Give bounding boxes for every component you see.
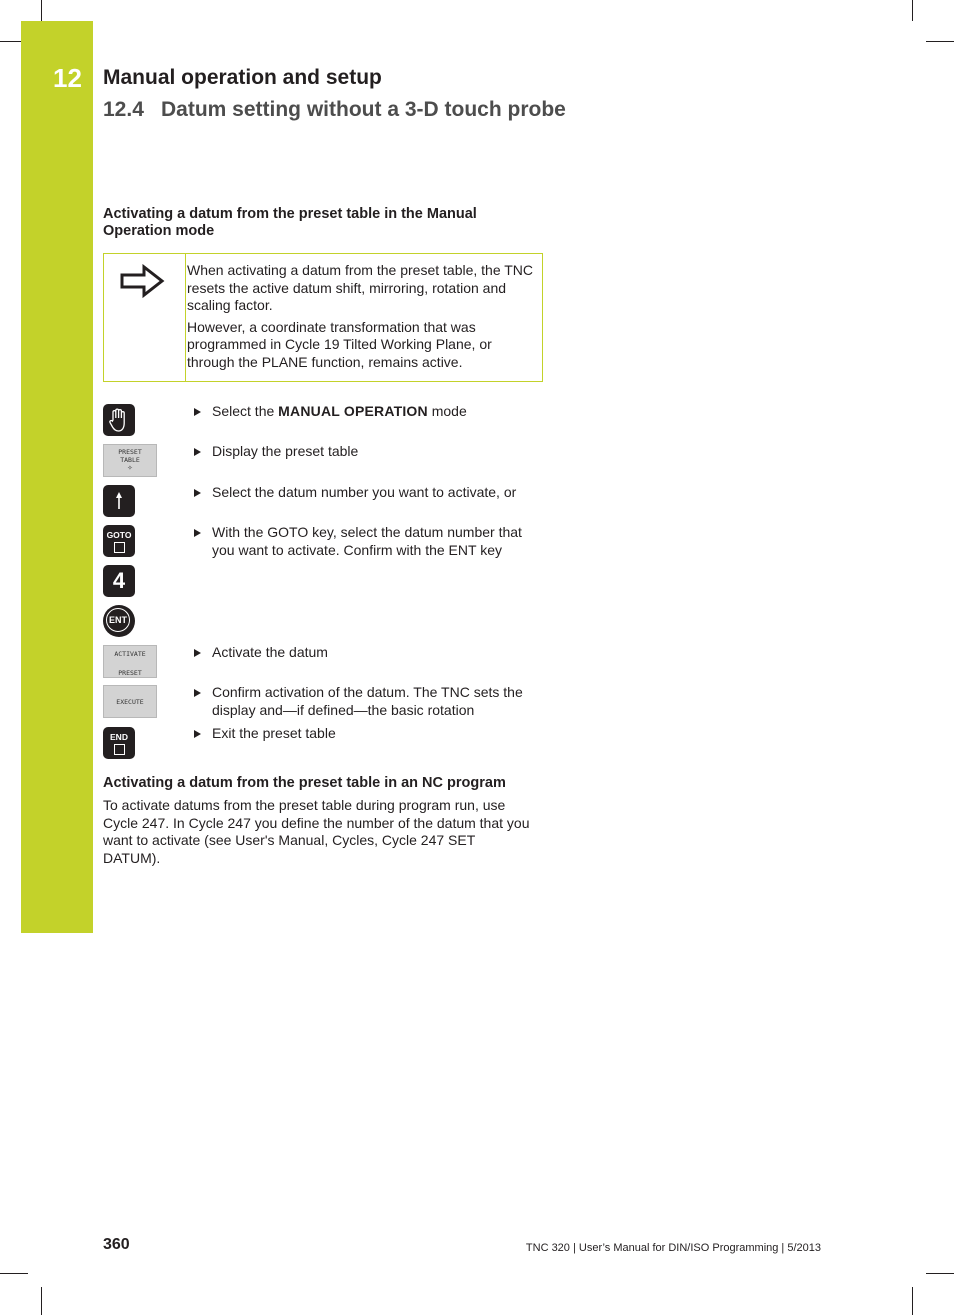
chapter-number: 12 (53, 63, 82, 93)
number-4-key: 4 (103, 565, 135, 597)
crop-mark (926, 1273, 954, 1274)
crop-mark (926, 41, 954, 42)
step-text: Activate the datum (212, 644, 328, 660)
bullet-triangle-icon (194, 448, 201, 456)
crop-mark (0, 1273, 28, 1274)
heading-manual-operation (103, 206, 523, 240)
crop-mark (0, 41, 21, 42)
bullet-triangle-icon (194, 689, 201, 697)
mode-keyword: MANUAL OPERATION (278, 403, 428, 419)
step-text: mode (427, 403, 467, 419)
bullet-triangle-icon (194, 730, 201, 738)
preset-table-softkey (103, 444, 157, 477)
crop-mark (912, 1287, 913, 1315)
bullet-triangle-icon (194, 489, 201, 497)
bullet-triangle-icon (194, 649, 201, 657)
footer-text: TNC 320 | User’s Manual for DIN/ISO Programming | 5/2013 (525, 1242, 821, 1254)
softkey-label: PRESET (118, 448, 142, 456)
datum-icon: ✧ (127, 463, 133, 473)
step-exit (194, 725, 544, 743)
softkey-label: TABLE (120, 456, 140, 464)
note-paragraph: However, a coordinate transformation that was programmed in Cycle 19 Tilted Working Plane, or through the PLANE function, remains active. (187, 318, 492, 370)
square-icon (114, 542, 125, 553)
activate-preset-softkey (103, 645, 157, 678)
step-text: Select the (212, 403, 279, 419)
key-label: END (110, 732, 128, 742)
step-text: Select the datum number you want to activate, or (212, 484, 517, 500)
step-activate (194, 644, 544, 662)
step-text: With the GOTO key, select the datum number that you want to activate. Confirm with the ENT key (212, 524, 522, 558)
execute-softkey: EXECUTE (103, 685, 157, 718)
softkey-label: PRESET (118, 669, 142, 677)
step-text: Exit the preset table (212, 725, 336, 741)
note-divider (185, 254, 186, 381)
step-text: Confirm activation of the datum. The TNC sets the display and—if defined—the basic rotation (212, 684, 523, 718)
section-title (103, 98, 566, 122)
body-paragraph: To activate datums from the preset table during program run, use Cycle 247. In Cycle 247 you define the number of the datum that you want to activate (see User's Manual, Cycles, Cycle 247 SET DATUM). (103, 797, 530, 866)
section-title-text: Datum setting without a 3-D touch probe (161, 98, 566, 121)
key-label: GOTO (106, 530, 132, 540)
key-label: ENT (106, 608, 130, 632)
ent-key (103, 605, 135, 637)
note-paragraph: When activating a datum from the preset table, the TNC resets the active datum shift, mirroring, rotation and scaling factor. (187, 262, 534, 313)
chapter-sidebar (21, 21, 93, 933)
heading-line: Activating a datum from the preset table in the Manual (103, 206, 477, 222)
arrow-right-icon (120, 264, 166, 305)
manual-operation-key (103, 404, 135, 436)
step-display-table (194, 443, 544, 461)
crop-mark (912, 0, 913, 21)
heading-nc-program: Activating a datum from the preset table in an NC program (103, 775, 506, 791)
section-number: 12.4 (103, 98, 144, 121)
softkey-label: ACTIVATE (114, 650, 146, 658)
end-key (103, 727, 135, 759)
step-confirm (194, 684, 544, 719)
bullet-triangle-icon (194, 529, 201, 537)
crop-mark (41, 0, 42, 21)
crop-mark (41, 1287, 42, 1315)
step-select-number (194, 484, 544, 502)
arrow-up-key (103, 485, 135, 517)
square-icon (114, 744, 125, 755)
step-select-manual (194, 403, 544, 421)
step-text: Display the preset table (212, 443, 359, 459)
hand-icon (103, 404, 135, 436)
page-number: 360 (103, 1236, 130, 1253)
note-box (103, 253, 543, 382)
arrow-up-icon (103, 485, 135, 517)
chapter-title: Manual operation and setup (103, 66, 382, 89)
heading-line: Operation mode (103, 223, 215, 239)
note-text (187, 262, 535, 375)
goto-key (103, 525, 135, 557)
bullet-triangle-icon (194, 408, 201, 416)
step-goto (194, 524, 544, 559)
